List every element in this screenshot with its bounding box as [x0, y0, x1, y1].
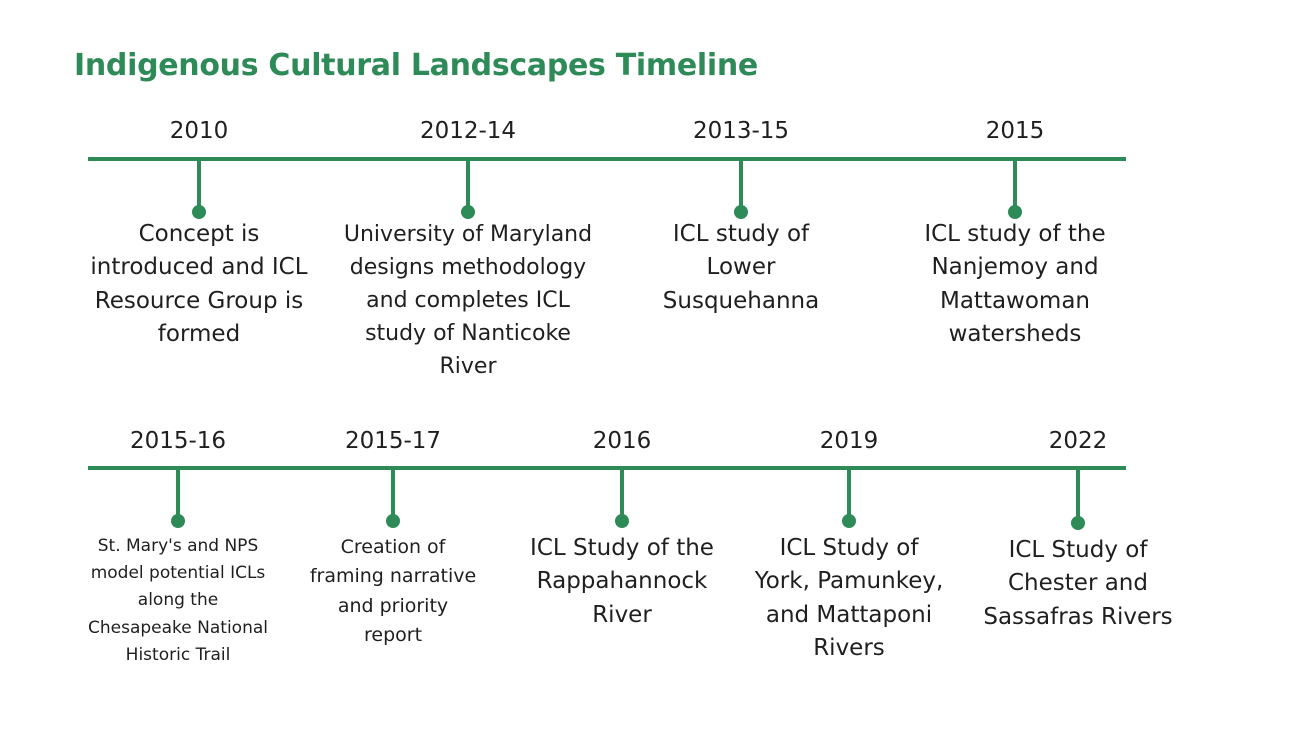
event-description-line: Historic Trail [125, 644, 231, 665]
event-description-line: ICL study of the [924, 221, 1106, 247]
event-description [621, 218, 861, 318]
event-year: 2010 [169, 118, 229, 144]
event-description-line: and Mattaponi [765, 601, 933, 628]
event-marker [1008, 205, 1022, 219]
event-marker [842, 514, 856, 528]
page-title: Indigenous Cultural Landscapes Timeline [74, 48, 758, 83]
event-description-line: introduced and ICL [90, 254, 308, 281]
event-description-line: ICL Study of [1008, 537, 1148, 563]
event-marker [171, 514, 185, 528]
event-description [69, 218, 329, 351]
event-description-line: watersheds [948, 321, 1082, 348]
event-marker [1071, 516, 1085, 530]
event-description [333, 218, 603, 383]
event-year: 2022 [1048, 428, 1108, 454]
event-description-line: ICL Study of the [530, 535, 714, 561]
event-marker [461, 205, 475, 219]
event-description-line: Resource Group is [94, 287, 304, 314]
event-description [507, 532, 737, 632]
event-description [295, 533, 491, 651]
event-description-line: Rappahannock [536, 568, 708, 595]
event-year: 2013-15 [692, 118, 790, 144]
event-description-line: ICL study of [672, 221, 810, 247]
event-year: 2015 [985, 118, 1045, 144]
event-description-line: Rivers [813, 635, 885, 662]
event-description-line: Chesapeake National [88, 617, 268, 638]
event-year: 2015-17 [344, 428, 442, 454]
event-marker [615, 514, 629, 528]
event-marker [734, 205, 748, 219]
event-tick [739, 160, 743, 210]
event-description [739, 532, 959, 665]
event-description-line: Creation of [340, 536, 446, 558]
event-description [970, 534, 1186, 634]
event-description-line: and priority [337, 594, 449, 617]
event-description-line: River [592, 601, 652, 628]
event-year: 2015-16 [129, 428, 227, 454]
event-description-line: University of Maryland [343, 222, 593, 247]
event-description-line: report [363, 624, 423, 647]
event-description-line: ICL Study of [779, 535, 919, 561]
event-description-line: Chester and [1008, 570, 1148, 597]
event-tick [1013, 160, 1017, 210]
timeline-line-2 [88, 466, 1126, 470]
event-tick [466, 160, 470, 210]
event-tick [1076, 469, 1080, 519]
event-tick [176, 469, 180, 519]
event-year: 2016 [592, 428, 652, 454]
timeline-line-1 [88, 157, 1126, 161]
event-description-line: Mattawoman [939, 287, 1091, 314]
event-description-line: York, Pamunkey, [754, 568, 944, 595]
event-description-line: designs methodology [349, 255, 587, 280]
event-description-line: model potential ICLs [90, 563, 266, 584]
event-description-line: and completes ICL [366, 288, 570, 313]
event-description-line: formed [157, 321, 241, 348]
event-tick [847, 469, 851, 519]
event-description-line: St. Mary's and NPS [97, 536, 259, 556]
event-description-line: Sassafras Rivers [983, 603, 1173, 630]
event-description [68, 533, 288, 669]
event-tick [620, 469, 624, 519]
event-description-line: Lower [706, 254, 776, 281]
event-marker [192, 205, 206, 219]
event-year: 2012-14 [419, 118, 517, 144]
event-description-line: study of Nanticoke [365, 321, 571, 346]
event-description [900, 218, 1130, 351]
event-year: 2019 [819, 428, 879, 454]
event-description-line: Nanjemoy and [931, 254, 1099, 281]
event-description-line: Susquehanna [662, 287, 820, 314]
event-marker [386, 514, 400, 528]
event-description-line: Concept is [138, 221, 260, 247]
event-description-line: River [439, 354, 497, 379]
event-description-line: along the [137, 590, 219, 611]
event-tick [391, 469, 395, 519]
event-description-line: framing narrative [309, 565, 477, 588]
event-tick [197, 160, 201, 210]
